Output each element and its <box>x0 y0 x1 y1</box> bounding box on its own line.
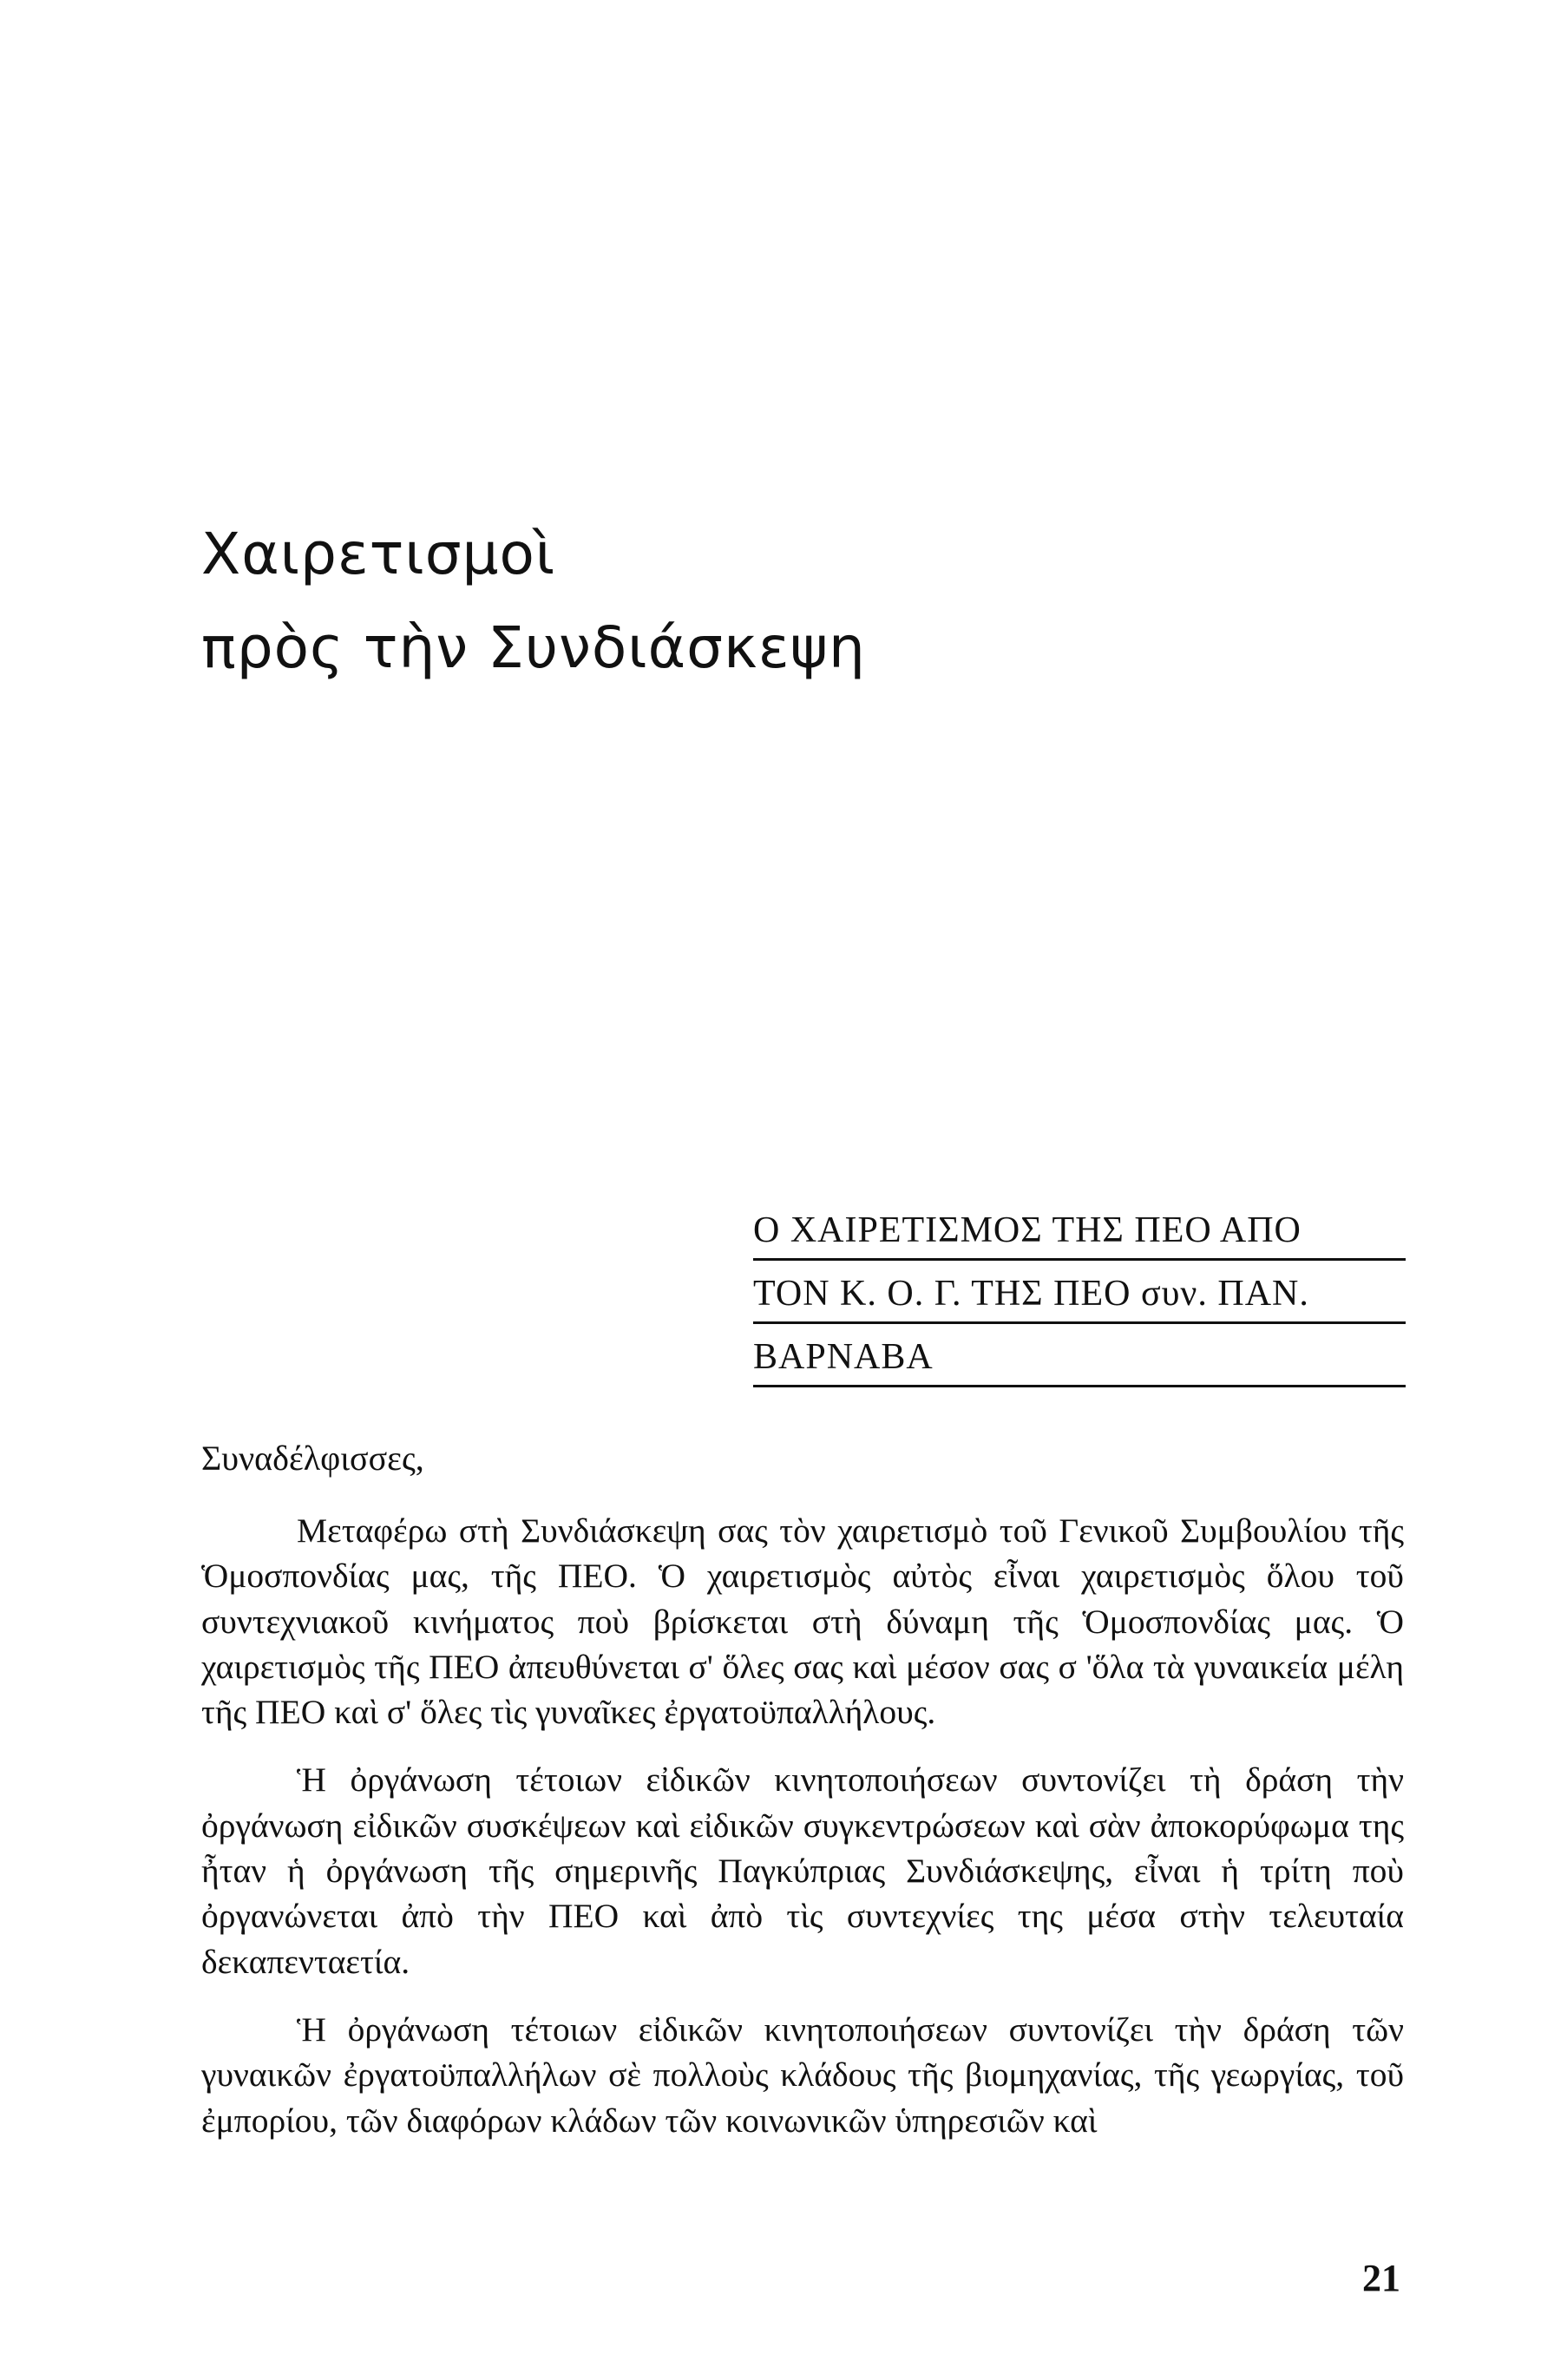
attribution-line-3: ΒΑΡΝΑΒΑ <box>753 1324 1406 1387</box>
attribution-block <box>753 1197 1406 1387</box>
title-line-2: πρὸς τὴν Συνδιάσκεψη <box>201 614 866 681</box>
paragraph-3: Ἡ ὀργάνωση τέτοιων εἰδικῶν κινητοποιήσεων συντονίζει τὴν δράση τῶν γυναικῶν ἐργατοϋπαλλήλων σὲ πολλοὺς κλάδους τῆς βιομηχανίας, τῆς γεωργίας, τοῦ ἐμπορίου, τῶν διαφόρων κλάδων τῶν κοινωνικῶν ὑπηρεσιῶν καὶ <box>201 2010 1404 2140</box>
attribution-line-2: ΤΟΝ Κ. Ο. Γ. ΤΗΣ ΠΕΟ συν. ΠΑΝ. <box>753 1261 1406 1324</box>
paragraph-1: Μεταφέρω στὴ Συνδιάσκεψη σας τὸν χαιρετισμὸ τοῦ Γενικοῦ Συμβουλίου τῆς Ὁμοσπονδίας μας, τῆς ΠΕΟ. Ὁ χαιρετισμὸς αὐτὸς εἶναι χαιρετισμὸς ὅλου τοῦ συντεχνιακοῦ κινήματος ποὺ βρίσκεται στὴ δύναμη τῆς Ὁμοσπονδίας μας. Ὁ χαιρετισμὸς τῆς ΠΕΟ ἀπευθύνεται σ' ὅλες σας καὶ μέσον σας σ 'ὅλα τὰ γυναικεία μέλη τῆς ΠΕΟ καὶ σ' ὅλες τὶς γυναῖκες ἐργατοϋπαλλήλους. <box>201 1511 1404 1732</box>
body-text <box>201 1508 1404 2166</box>
page-number: 21 <box>1362 2257 1400 2299</box>
page-title <box>201 508 866 695</box>
salutation: Συναδέλφισσες, <box>201 1439 424 1478</box>
paragraph-2: Ἡ ὀργάνωση τέτοιων εἰδικῶν κινητοποιήσεων συντονίζει τὴ δράση τὴν ὀργάνωση εἰδικῶν συσκέψεων καὶ εἰδικῶν συγκεντρώσεων καὶ σὰν ἀποκορύφωμα της ἦταν ἡ ὀργάνωση τῆς σημερινῆς Παγκύπριας Συνδιάσκεψης, εἶναι ἡ τρίτη ποὺ ὀργανώνεται ἀπὸ τὴν ΠΕΟ καὶ ἀπὸ τὶς συντεχνίες της μέσα στὴν τελευταία δεκαπενταετία. <box>201 1760 1404 1981</box>
title-line-1: Χαιρετισμοὶ <box>201 521 556 587</box>
attribution-line-1: Ο ΧΑΙΡΕΤΙΣΜΟΣ ΤΗΣ ΠΕΟ ΑΠΟ <box>753 1197 1406 1261</box>
